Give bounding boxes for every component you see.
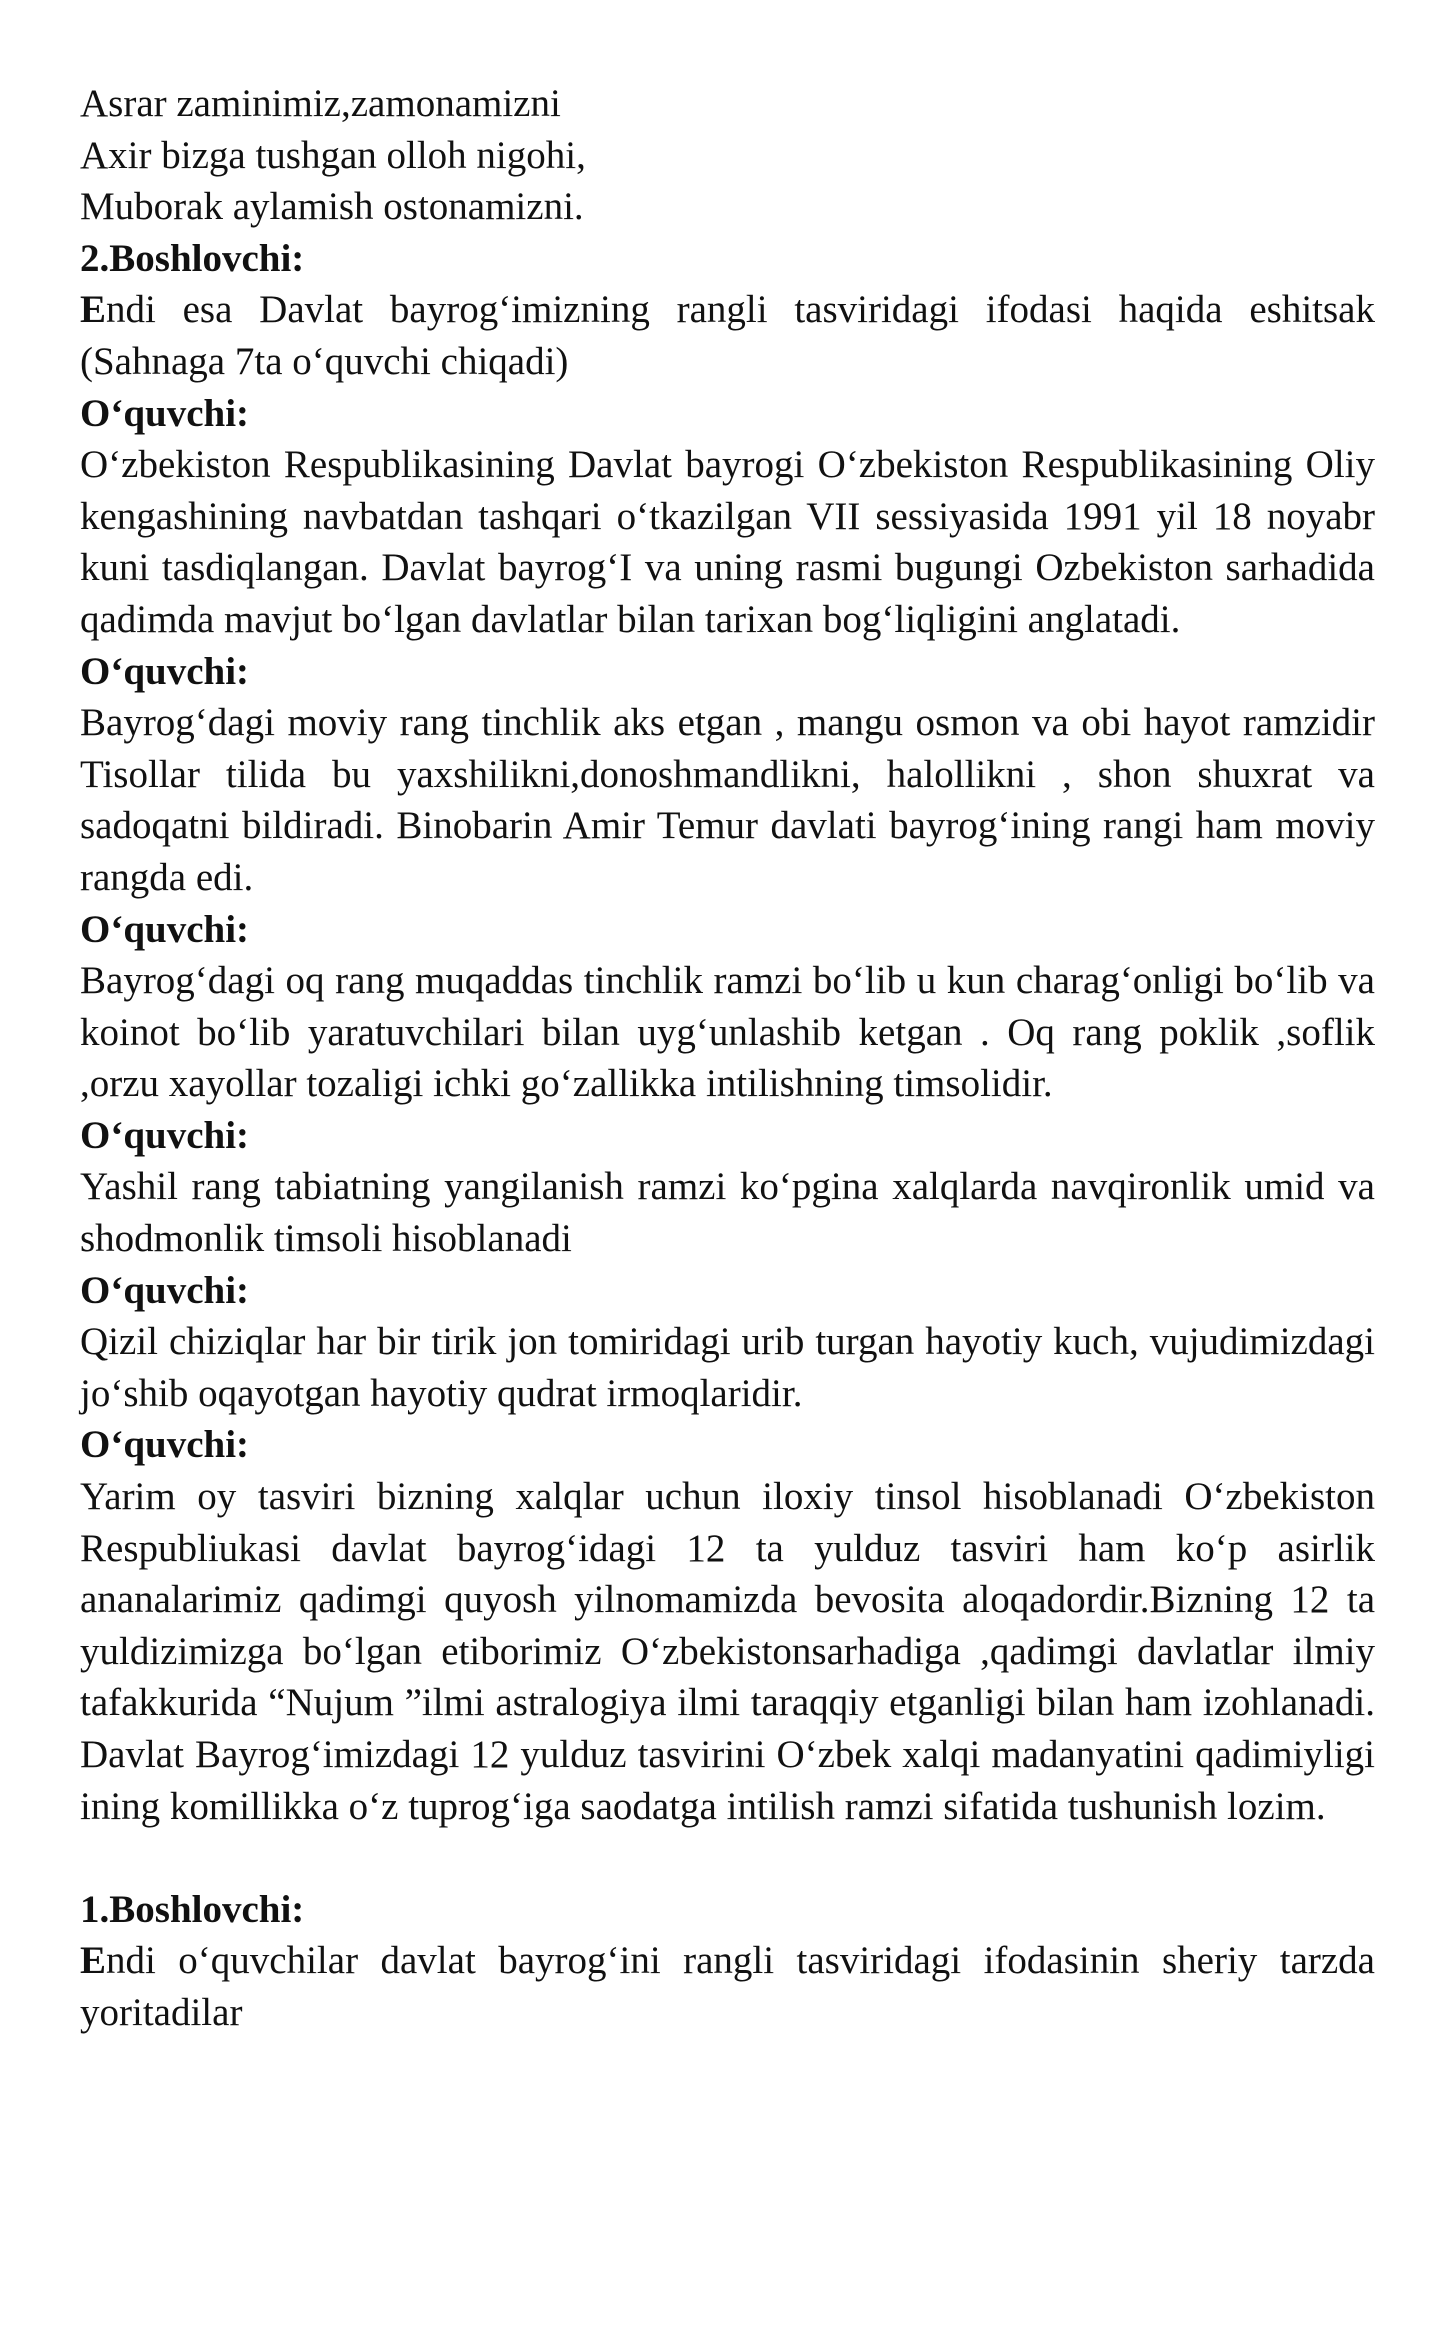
host-2-text: ndi esa Davlat bayrog‘imizning rangli tasviridagi ifodasi haqida eshitsak (Sahnaga 7ta o‘quvchi chiqadi) (80, 288, 1375, 383)
host-2-initial: E (80, 288, 107, 332)
student-6-text: Yarim oy tasviri bizning xalqlar uchun iloxiy tinsol hisoblanadi O‘zbekiston Respubliukasi davlat bayrog‘idagi 12 ta yulduz tasviri ham ko‘p asirlik ananalarimiz qadimgi quyosh yilnomamizda bevosita aloqadordir.Bizning 12 ta yuldizimizga bo‘lgan etiborimiz O‘zbekistonsarhadiga ,qadimgi davlatlar ilmiy tafakkurida “Nujum ”ilmi astralogiya ilmi taraqqiy etganligi bilan ham izohlanadi. Davlat Bayrog‘imizdagi 12 yulduz tasvirini O‘zbek xalqi madanyatini qadimiyligi ining komillikka o‘z tuprog‘iga saodatga intilish ramzi sifatida tushunish lozim. (80, 1475, 1375, 1828)
host-1-paragraph (80, 1935, 1375, 2038)
poem-line-1: Asrar zaminimiz,zamonamizni (80, 82, 561, 125)
student-5-label: O‘quvchi: (80, 1268, 250, 1312)
student-5-text: Qizil chiziqlar har bir tirik jon tomiridagi urib turgan hayotiy kuch, vujudimizdagi jo‘shib oqayotgan hayotiy qudrat irmoqlaridir. (80, 1320, 1375, 1415)
student-2-text: Bayrog‘dagi moviy rang tinchlik aks etgan , mangu osmon va obi hayot ramzidir Tisollar tilida bu yaxshilikni,donoshmandlikni, halollikni , shon shuxrat va sadoqatni bildiradi. Binobarin Amir Temur davlati bayrog‘ining rangi ham moviy rangda edi. (80, 701, 1375, 899)
student-1-text: O‘zbekiston Respublikasining Davlat bayrogi O‘zbekiston Respublikasining Oliy kengashining navbatdan tashqari o‘tkazilgan VII sessiyasida 1991 yil 18 noyabr kuni tasdiqlangan. Davlat bayrog‘I va uning rasmi bugungi Ozbekiston sarhadida qadimda mavjut bo‘lgan davlatlar bilan tarixan bog‘liqligini anglatadi. (80, 443, 1375, 641)
poem-line-2: Axir bizga tushgan olloh nigohi, (80, 133, 586, 177)
host-2-heading: 2.Boshlovchi: (80, 236, 305, 280)
host-1-initial: E (80, 1939, 107, 1983)
host-2-paragraph (80, 284, 1375, 387)
student-2-label: O‘quvchi: (80, 649, 250, 693)
student-4-text: Yashil rang tabiatning yangilanish ramzi ko‘pgina xalqlarda navqironlik umid va shodmonlik timsoli hisoblanadi (80, 1165, 1375, 1261)
student-3-text: Bayrog‘dagi oq rang muqaddas tinchlik ramzi bo‘lib u kun charag‘onligi bo‘lib va koinot bo‘lib yaratuvchilari bilan uyg‘unlashib ketgan . Oq rang poklik ,soflik ,orzu xayollar tozaligi ichki go‘zallikka intilishning timsolidir. (80, 959, 1375, 1106)
student-6-label: O‘quvchi: (80, 1423, 250, 1467)
student-1-label: O‘quvchi: (80, 391, 250, 435)
host-1-text: ndi o‘quvchilar davlat bayrog‘ini rangli tasviridagi ifodasinin sheriy tarzda yoritadilar (80, 1939, 1375, 2034)
poem-line-3: Muborak aylamish ostonamizni. (80, 185, 584, 229)
student-4-label: O‘quvchi: (80, 1113, 250, 1157)
student-3-label: O‘quvchi: (80, 907, 250, 951)
host-1-heading: 1.Boshlovchi: (80, 1887, 305, 1931)
blank-line (80, 1832, 1375, 1884)
